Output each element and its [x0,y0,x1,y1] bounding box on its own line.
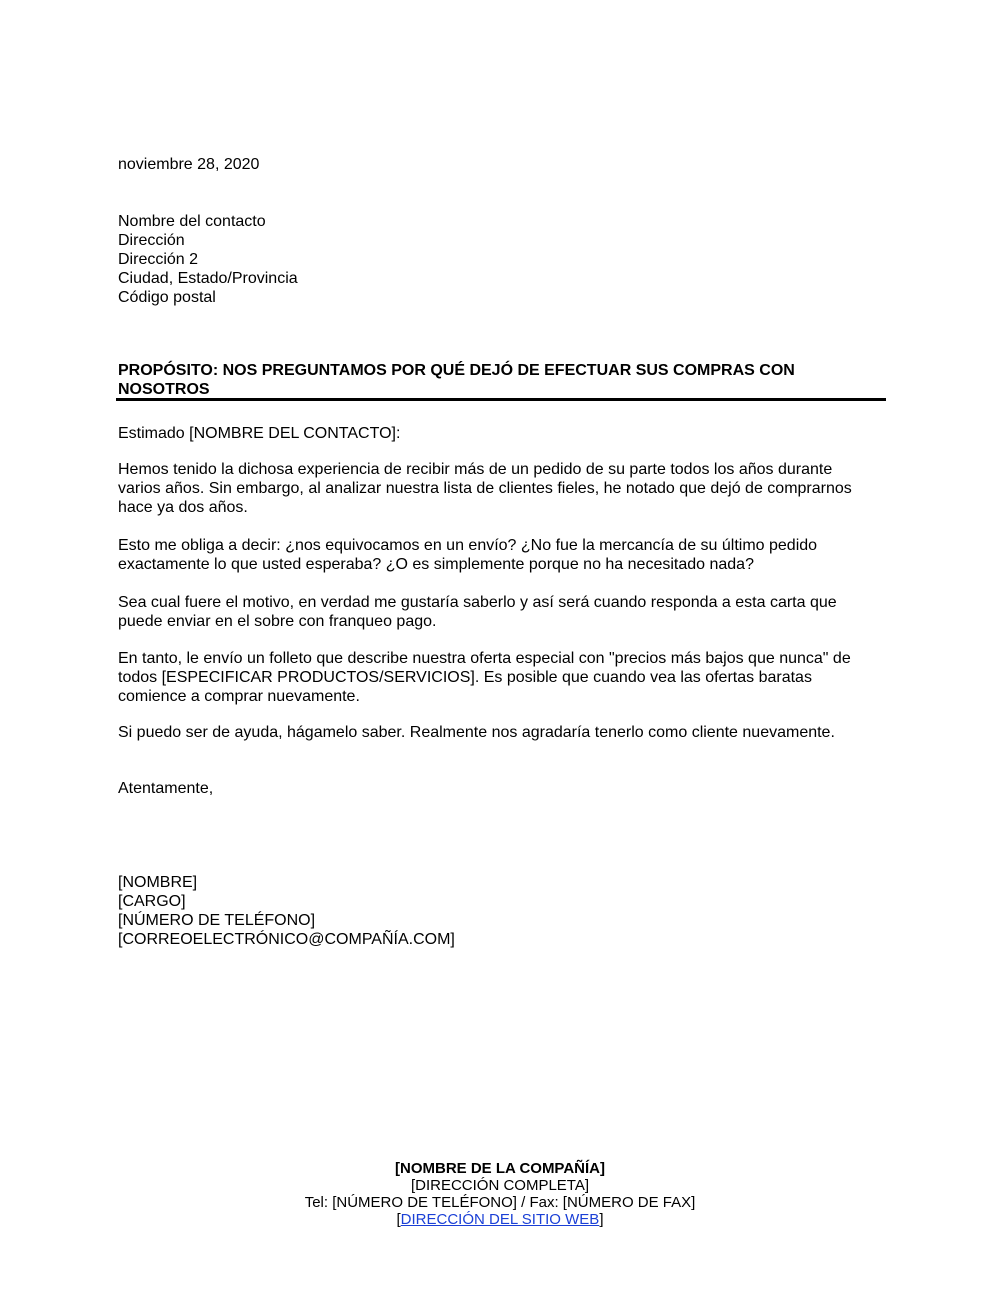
footer-website [0,1211,1000,1228]
website-link[interactable]: DIRECCIÓN DEL SITIO WEB [400,1211,600,1228]
body-paragraph-1 [118,460,884,517]
body-paragraph-5 [118,723,884,742]
date-text: noviembre 28, 2020 [118,156,260,173]
subject-heading [118,361,884,399]
signature-title: [CARGO] [118,893,186,910]
footer-company: [NOMBRE DE LA COMPAÑÍA] [395,1160,605,1177]
paragraph-line: comience a comprar nuevamente. [118,688,360,705]
signature-block [118,873,884,949]
subject-divider [116,398,886,401]
body-paragraph-3 [118,593,884,631]
recipient-name: Nombre del contacto [118,213,266,230]
footer-contact: Tel: [NÚMERO DE TELÉFONO] / Fax: [NÚMERO DE FAX] [304,1194,696,1211]
closing [118,779,884,798]
paragraph-line: puede enviar en el sobre con franqueo pago. [118,613,437,630]
footer-address: [DIRECCIÓN COMPLETA] [410,1177,590,1194]
paragraph-line: En tanto, le envío un folleto que describe nuestra oferta especial con "precios más bajos que nunca" de [118,650,851,667]
paragraph-line: todos [ESPECIFICAR PRODUCTOS/SERVICIOS]. Es posible que cuando vea las ofertas baratas [118,669,812,686]
recipient-address [118,212,884,307]
paragraph-line: exactamente lo que usted esperaba? ¿O es simplemente porque no ha necesitado nada? [118,556,754,573]
paragraph-line: hace ya dos años. [118,499,248,516]
paragraph-line: Sea cual fuere el motivo, en verdad me gustaría saberlo y así será cuando responda a esta carta que [118,594,837,611]
greeting [118,424,884,443]
paragraph-line: varios años. Sin embargo, al analizar nuestra lista de clientes fieles, he notado que dejó de comprarnos [118,480,852,497]
recipient-address1: Dirección [118,232,185,249]
signature-email: [CORREOELECTRÓNICO@COMPAÑÍA.COM] [118,931,455,948]
greeting-text: Estimado [NOMBRE DEL CONTACTO]: [118,425,401,442]
signature-name: [NOMBRE] [118,874,198,891]
recipient-city-state: Ciudad, Estado/Provincia [118,270,298,287]
closing-text: Atentamente, [118,780,214,797]
recipient-address2: Dirección 2 [118,251,199,268]
website-bracket-close: ] [599,1211,604,1228]
subject-line-2: NOSOTROS [118,381,210,398]
body-paragraph-4 [118,649,884,706]
body-paragraph-2 [118,536,884,574]
paragraph-line: Hemos tenido la dichosa experiencia de recibir más de un pedido de su parte todos los años durante [118,461,833,478]
subject-line-1: PROPÓSITO: NOS PREGUNTAMOS POR QUÉ DEJÓ DE EFECTUAR SUS COMPRAS CON [118,362,795,379]
letter-date [118,155,884,174]
company-footer [0,1160,1000,1228]
website-bracket-open: [ [396,1211,401,1228]
signature-phone: [NÚMERO DE TELÉFONO] [118,912,316,929]
paragraph-line: Esto me obliga a decir: ¿nos equivocamos en un envío? ¿No fue la mercancía de su último pedido [118,537,818,554]
paragraph-line: Si puedo ser de ayuda, hágamelo saber. Realmente nos agradaría tenerlo como cliente nuevamente. [118,724,835,741]
recipient-postal-code: Código postal [118,289,216,306]
